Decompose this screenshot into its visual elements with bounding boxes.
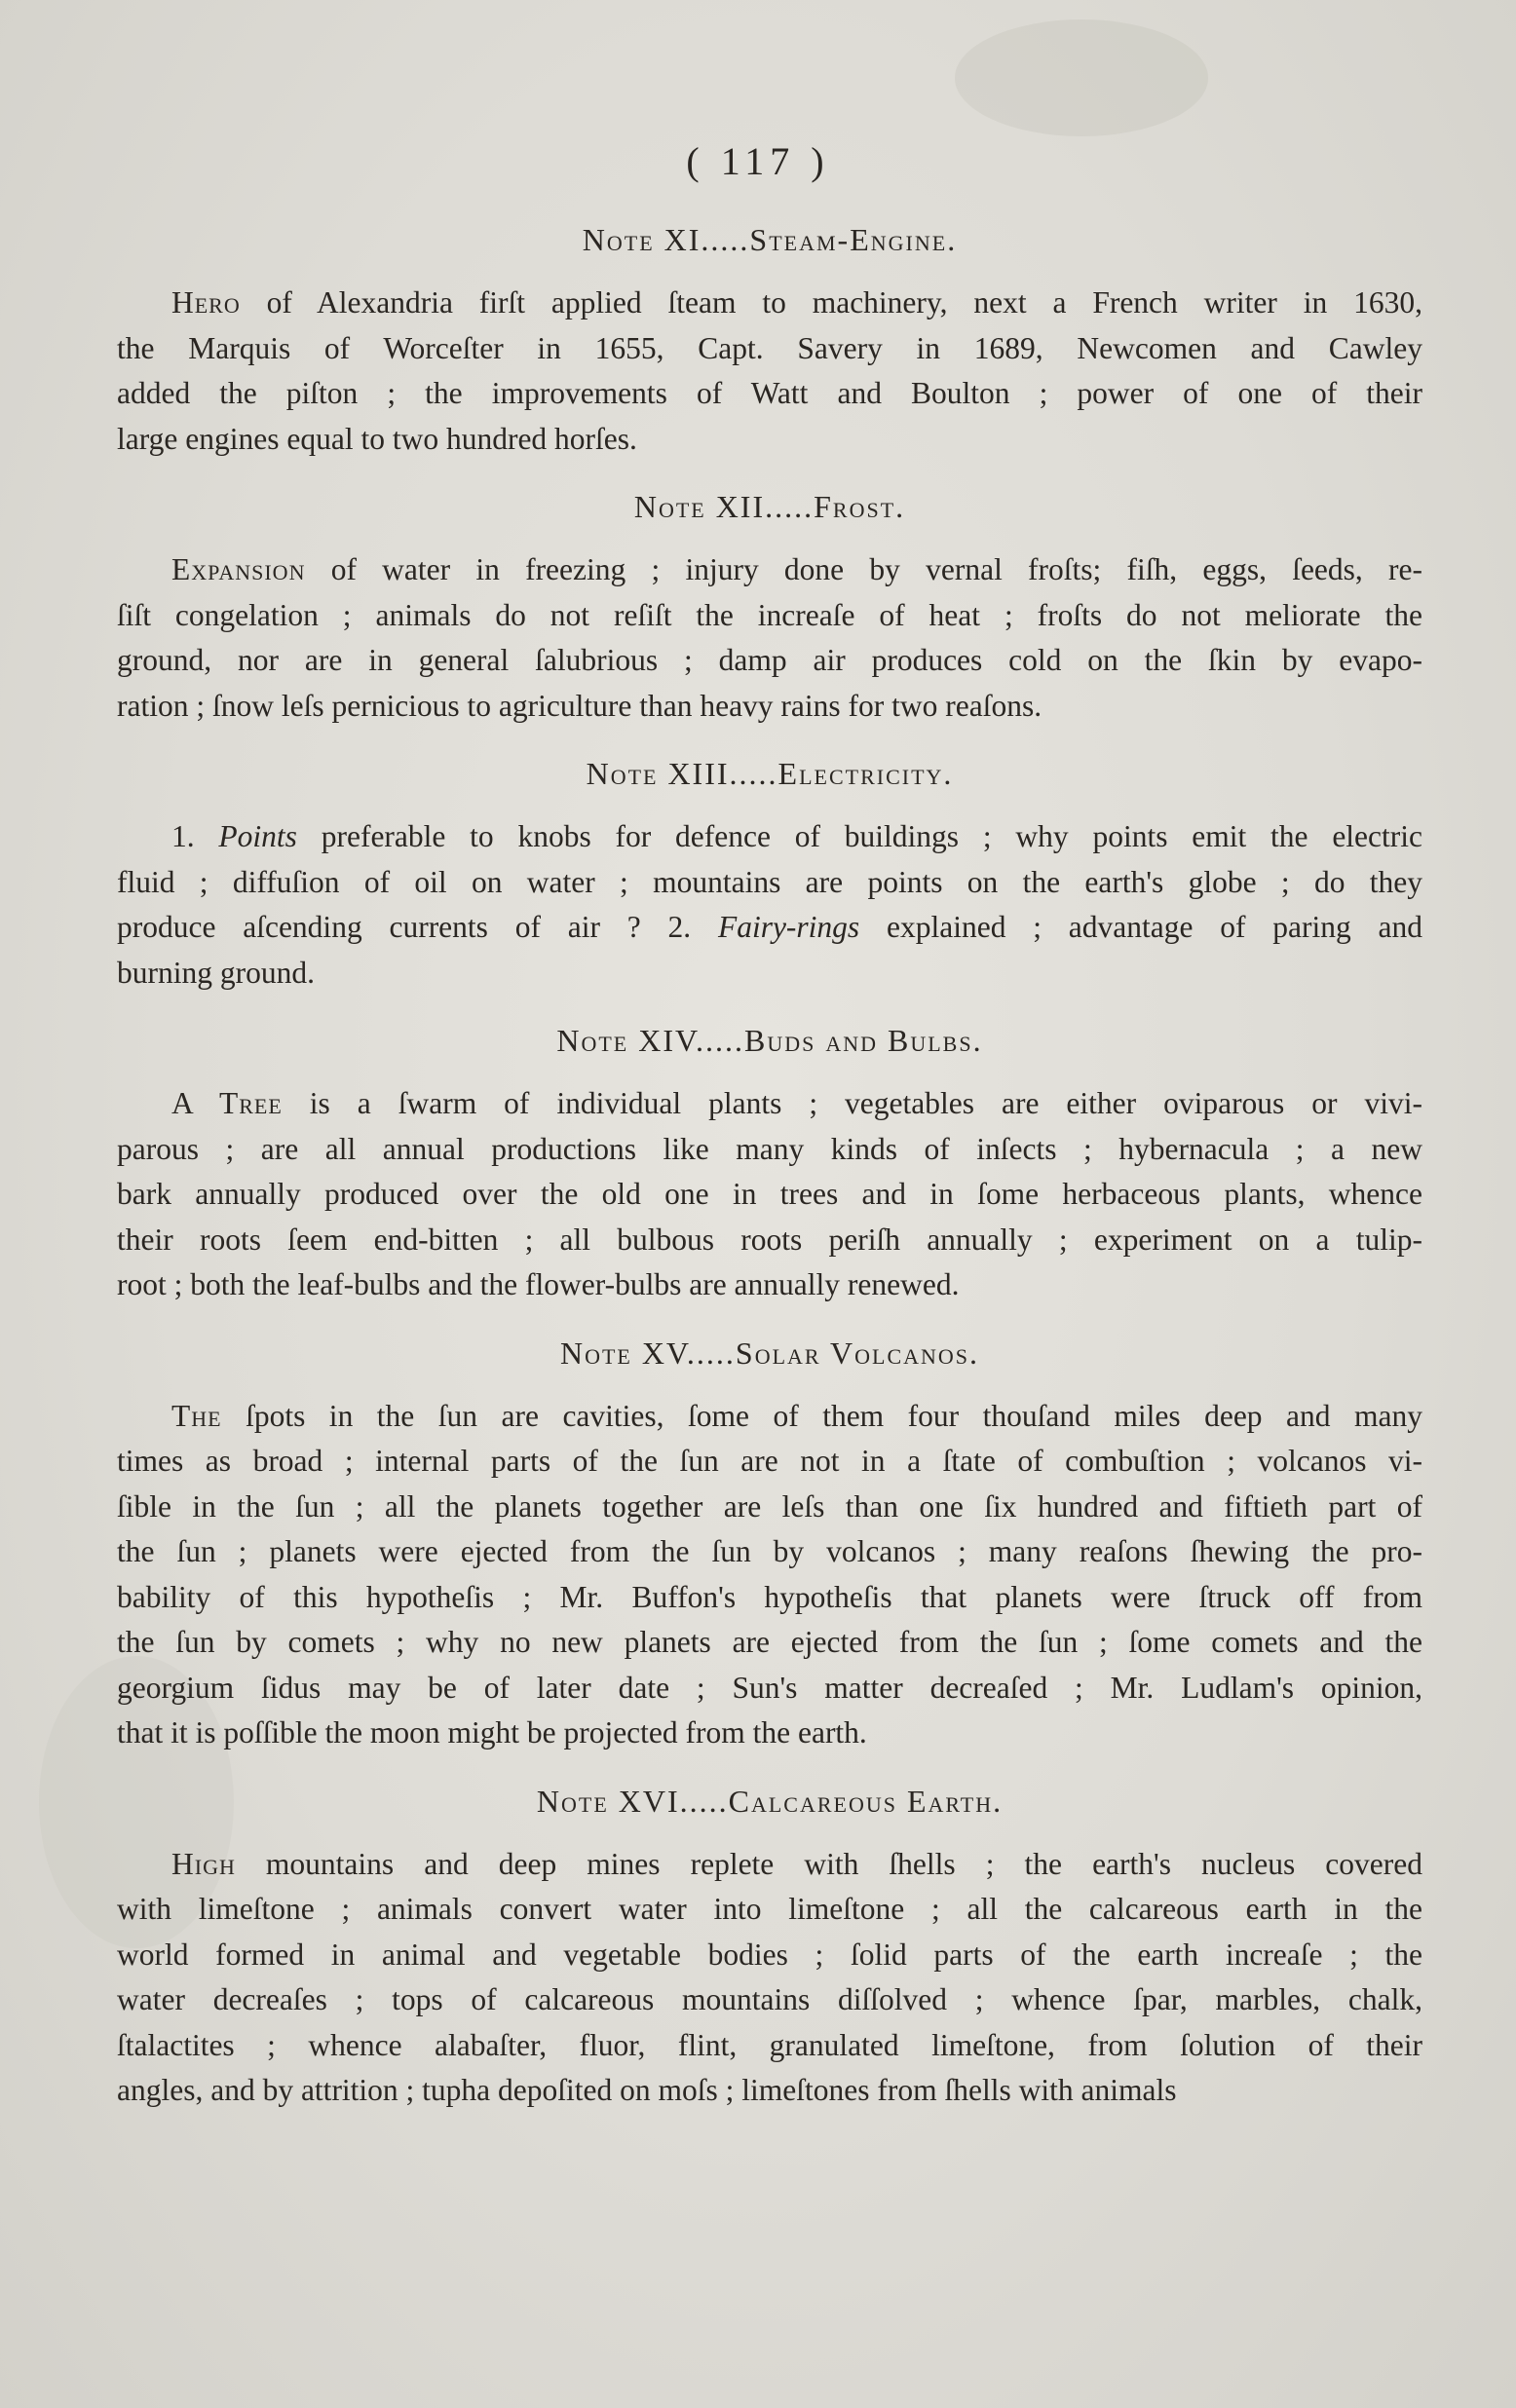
note-block <box>117 216 1422 462</box>
note-block <box>117 1330 1422 1756</box>
note-text-line <box>117 1842 1422 1888</box>
text-run: of water in freezing ; injury done by vernal froſts; fiſh, eggs, ſeeds, re- <box>305 552 1422 586</box>
note-text-line <box>117 1711 1422 1756</box>
note-text-line <box>117 1218 1422 1263</box>
text-run: water decreaſes ; tops of calcareous mountains diſſolved ; whence ſpar, marbles, chalk, <box>117 1982 1422 2016</box>
note-text-line <box>117 1977 1422 2023</box>
note-text-line <box>117 638 1422 684</box>
text-run: ſpots in the ſun are cavities, ſome of them four thouſand miles deep and many <box>221 1398 1422 1433</box>
text-run: large engines equal to two hundred horſes. <box>117 421 637 456</box>
text-run: the ſun by comets ; why no new planets are ejected from the ſun ; ſome comets and the <box>117 1625 1422 1659</box>
note-text-line <box>117 814 1422 860</box>
lead-word: Tree <box>219 1086 283 1120</box>
note-text-line <box>117 860 1422 906</box>
text-run: ſtalactites ; whence alabaſter, fluor, flint, granulated limeſtone, from ſolution of their <box>117 2027 1422 2062</box>
italic-term: Points <box>218 819 297 853</box>
text-run: ſiſt congelation ; animals do not reſiſt the increaſe of heat ; froſts do not meliorate the <box>117 597 1422 632</box>
page-number: ( 117 ) <box>686 139 830 183</box>
note-text-line <box>117 684 1422 730</box>
text-run: their roots ſeem end-bitten ; all bulbous roots periſh annually ; experiment on a tulip- <box>117 1222 1422 1257</box>
note-text-line <box>117 1439 1422 1485</box>
text-run: ration ; ſnow leſs pernicious to agriculture than heavy rains for two reaſons. <box>117 688 1042 723</box>
note-block <box>117 750 1422 996</box>
text-run: is a ſwarm of individual plants ; vegetables are either oviparous or vivi- <box>282 1086 1422 1120</box>
note-block <box>117 483 1422 729</box>
text-run: with limeſtone ; animals convert water into limeſtone ; all the calcareous earth in the <box>117 1892 1422 1926</box>
text-run: world formed in animal and vegetable bodies ; ſolid parts of the earth increaſe ; the <box>117 1937 1422 1972</box>
text-run: mountains and deep mines replete with ſhells ; the earth's nucleus covered <box>235 1846 1422 1881</box>
text-run: that it is poſſible the moon might be projected from the earth. <box>117 1715 867 1750</box>
note-heading: Note XV.....Solar Volcanos. <box>559 1335 980 1371</box>
text-run: A <box>171 1086 219 1120</box>
text-run: 1. <box>171 819 219 853</box>
note-text-line <box>117 1529 1422 1575</box>
note-text-line <box>117 1172 1422 1218</box>
note-text-line <box>117 593 1422 639</box>
text-run: preferable to knobs for defence of buildings ; why points emit the electric <box>296 819 1422 853</box>
note-text-line <box>117 2068 1422 2114</box>
text-run: the ſun ; planets were ejected from the ſun by volcanos ; many reaſons ſhewing the pro- <box>117 1534 1422 1568</box>
text-run: of Alexandria firſt applied ſteam to machinery, next a French writer in 1630, <box>240 285 1422 320</box>
text-run: root ; both the leaf-bulbs and the flower-bulbs are annually renewed. <box>117 1267 960 1301</box>
note-text-line <box>117 1262 1422 1308</box>
text-run: georgium ſidus may be of later date ; Sun's matter decreaſed ; Mr. Ludlam's opinion, <box>117 1670 1422 1705</box>
text-run: times as broad ; internal parts of the ſun are not in a ſtate of combuſtion ; volcanos vi- <box>117 1444 1422 1478</box>
note-heading: Note XVI.....Calcareous Earth. <box>536 1783 1004 1819</box>
note-text-line <box>117 905 1422 951</box>
text-run: ground, nor are in general ſalubrious ; damp air produces cold on the ſkin by evapo- <box>117 643 1422 677</box>
italic-term: Fairy-rings <box>717 910 860 944</box>
note-text-line <box>117 1081 1422 1127</box>
note-text-line <box>117 417 1422 463</box>
note-text-line <box>117 1485 1422 1530</box>
note-text-line <box>117 281 1422 326</box>
note-text-line <box>117 1933 1422 1978</box>
note-text-line <box>117 1127 1422 1173</box>
lead-word: Expansion <box>171 552 306 586</box>
text-run: ſible in the ſun ; all the planets together are leſs than one ſix hundred and fiftieth part of <box>117 1488 1422 1524</box>
note-block <box>117 1017 1422 1308</box>
note-text-line <box>117 547 1422 593</box>
note-text-line <box>117 371 1422 417</box>
text-run: the Marquis of Worceſter in 1655, Capt. Savery in 1689, Newcomen and Cawley <box>117 330 1422 365</box>
text-run: bability of this hypotheſis ; Mr. Buffon's hypotheſis that planets were ſtruck off from <box>117 1579 1422 1614</box>
note-heading: Note XIII.....Electricity. <box>586 756 954 791</box>
lead-word: The <box>171 1398 222 1433</box>
lead-word: High <box>171 1846 236 1881</box>
note-text-line <box>117 1394 1422 1440</box>
lead-word: Hero <box>171 285 241 320</box>
note-text-line <box>117 326 1422 372</box>
text-run: produce aſcending currents of air ? 2. <box>117 910 718 944</box>
text-run: parous ; are all annual productions like many kinds of inſects ; hybernacula ; a new <box>117 1131 1422 1166</box>
text-run: explained ; advantage of paring and <box>859 910 1422 944</box>
text-run: angles, and by attrition ; tupha depoſited on moſs ; limeſtones from ſhells with animals <box>117 2073 1177 2107</box>
note-text-line <box>117 1575 1422 1621</box>
note-block <box>117 1778 1422 2114</box>
note-text-line <box>117 1666 1422 1712</box>
text-run: added the piſton ; the improvements of Watt and Boulton ; power of one of their <box>117 376 1422 410</box>
note-heading: Note XI.....Steam-Engine. <box>582 222 958 257</box>
text-run: bark annually produced over the old one in trees and in ſome herbaceous plants, whence <box>117 1177 1422 1211</box>
note-heading: Note XII.....Frost. <box>633 489 906 524</box>
note-text-line <box>117 1620 1422 1666</box>
text-run: burning ground. <box>117 955 315 990</box>
text-run: fluid ; diffuſion of oil on water ; mountains are points on the earth's globe ; do they <box>117 864 1422 899</box>
note-text-line <box>117 1887 1422 1933</box>
notes-section <box>117 216 1422 2135</box>
note-heading: Note XIV.....Buds and Bulbs. <box>556 1023 983 1058</box>
note-text-line <box>117 2023 1422 2069</box>
note-text-line <box>117 951 1422 997</box>
paper-stain <box>955 19 1208 136</box>
